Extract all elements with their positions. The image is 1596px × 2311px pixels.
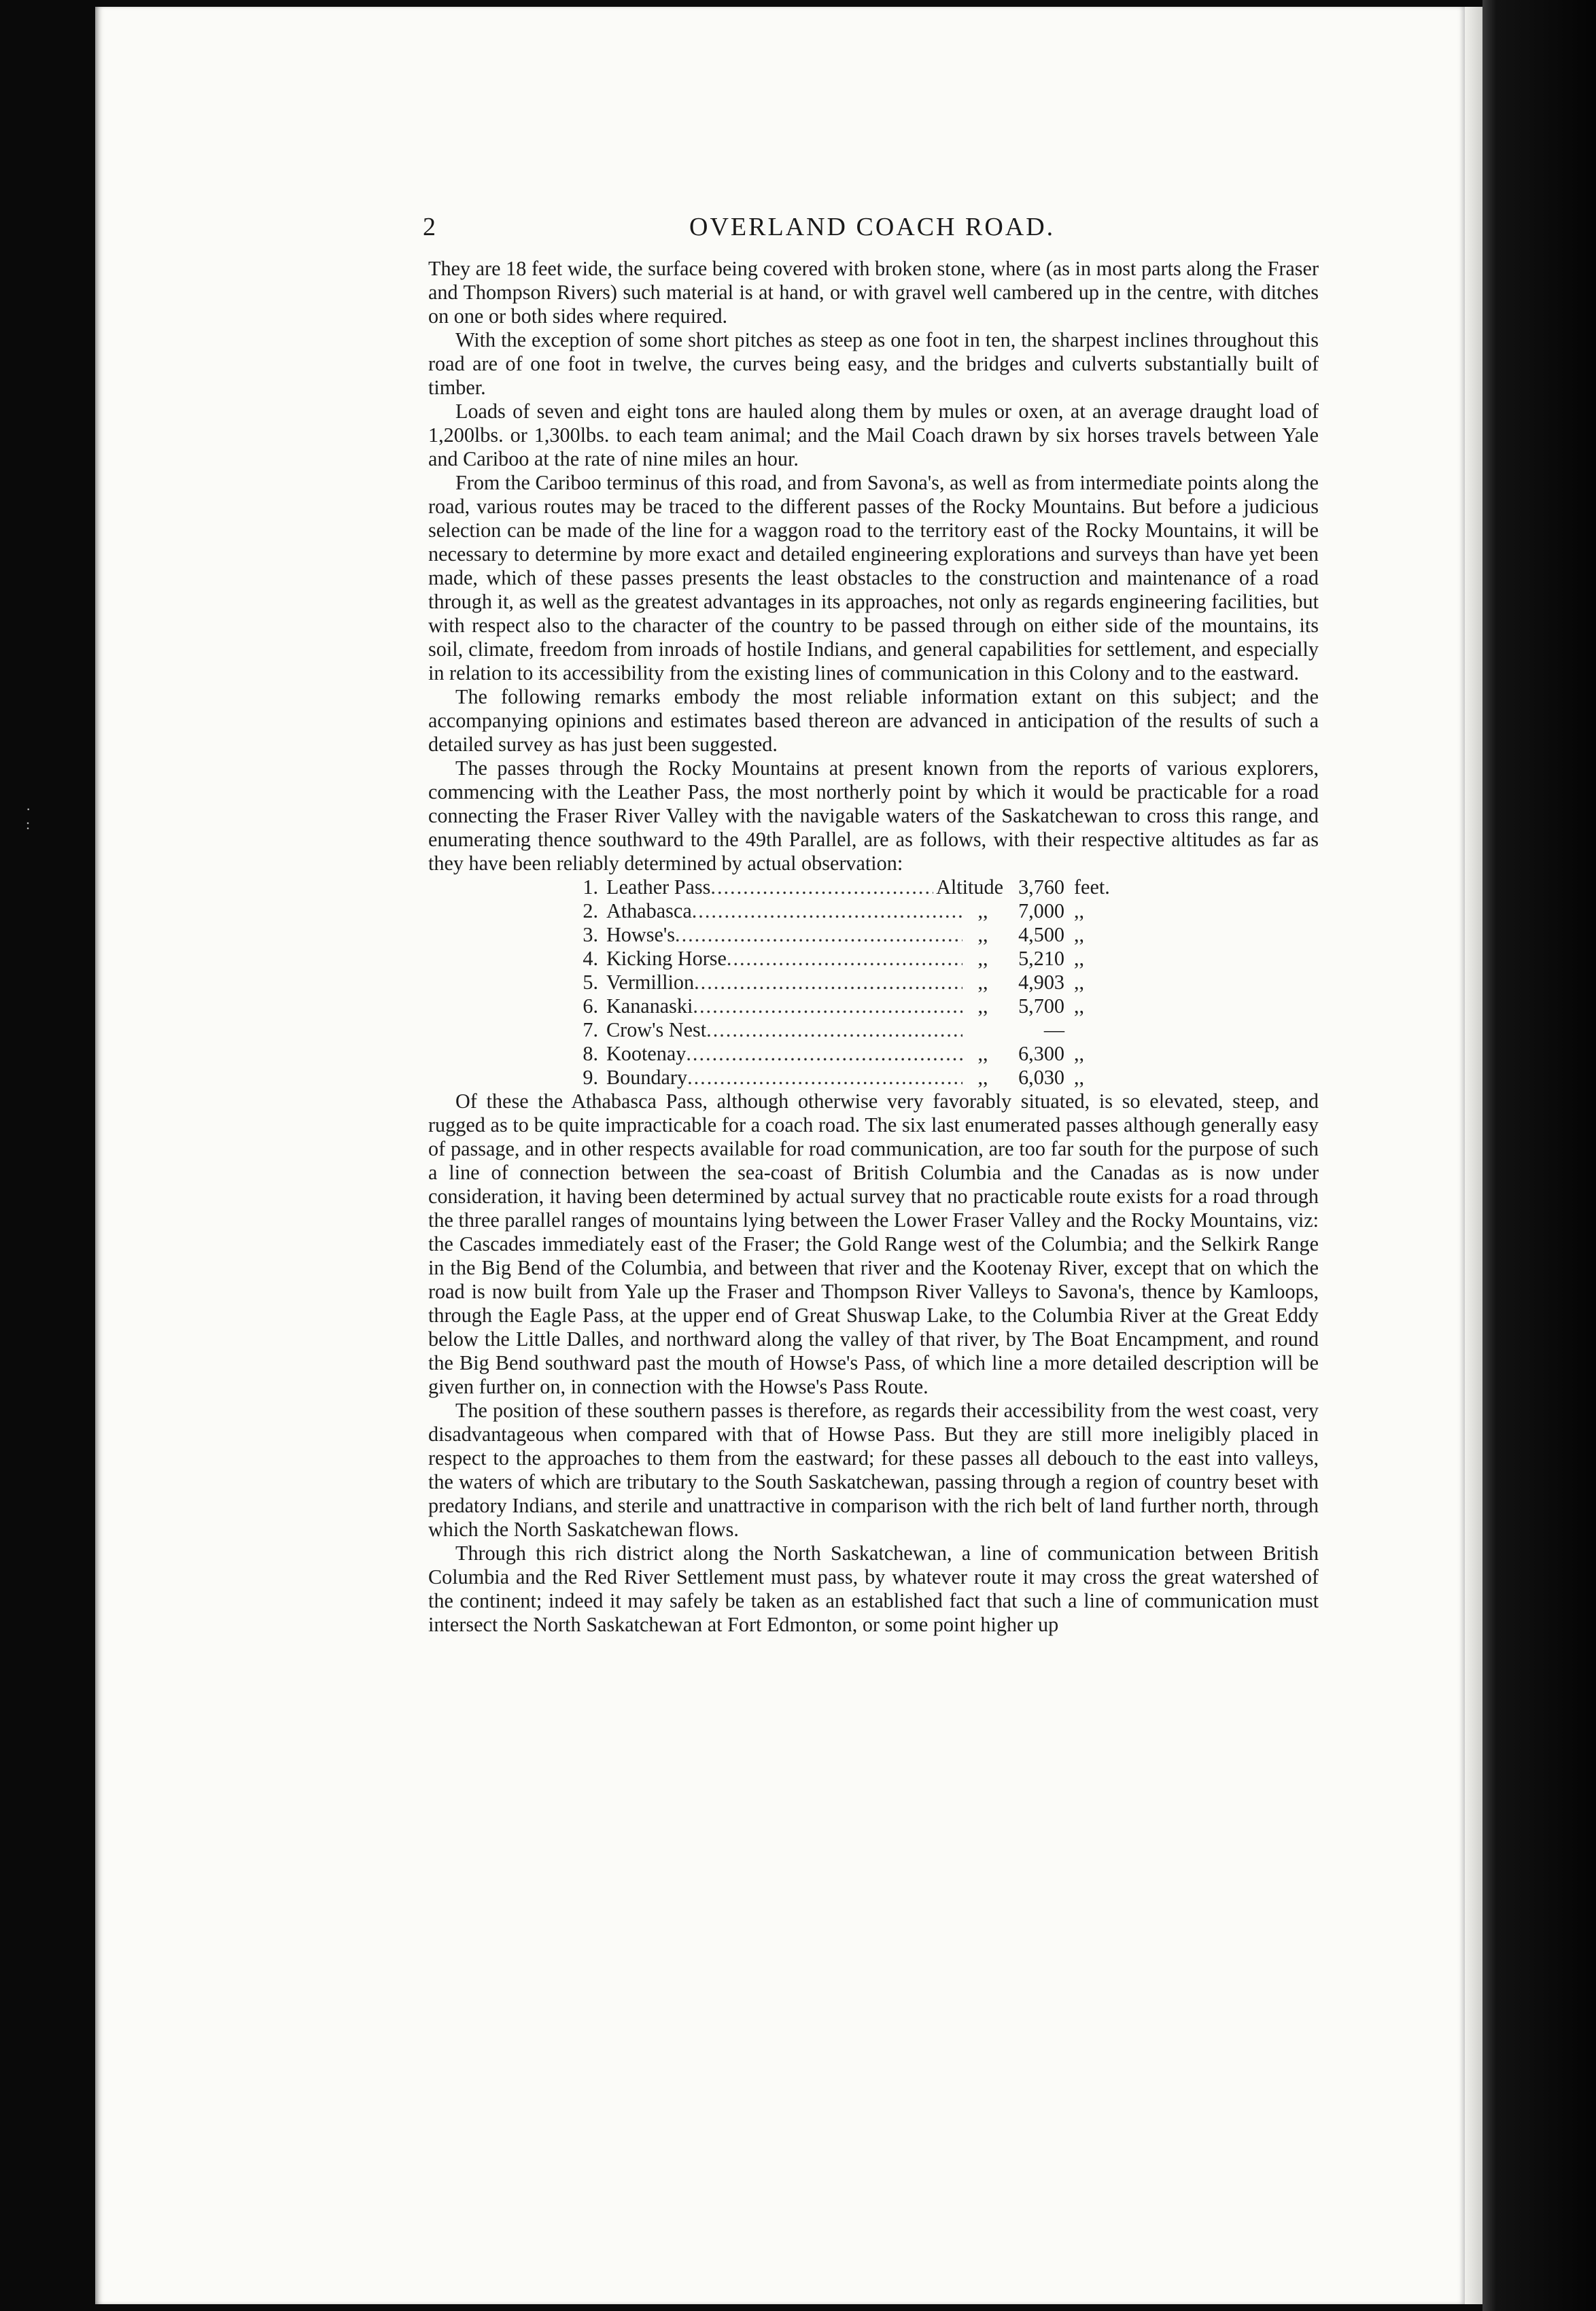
pass-altitude: 4,500 — [1018, 923, 1064, 946]
pass-altitude: 4,903 — [1018, 971, 1064, 994]
pass-unit: ,, — [1074, 1066, 1085, 1089]
leader-dots — [706, 1018, 962, 1042]
leader-dots — [727, 947, 962, 971]
pass-row — [571, 1066, 1128, 1090]
page-title: OVERLAND COACH ROAD. — [689, 213, 1056, 241]
pass-name: Kananaski — [606, 994, 693, 1018]
pass-row — [571, 923, 1128, 947]
pass-row — [571, 1018, 1128, 1042]
pass-name: Kootenay — [606, 1042, 687, 1065]
pass-row — [571, 947, 1128, 971]
pass-name: Vermillion — [606, 971, 695, 994]
pass-name: Howse's — [606, 923, 676, 946]
pass-altitude: 3,760 — [1018, 875, 1064, 899]
pass-number: 6. — [583, 994, 598, 1018]
pass-name: Athabasca — [606, 899, 692, 922]
pass-name: Kicking Horse — [606, 947, 727, 970]
pass-unit: feet. — [1074, 875, 1110, 899]
pass-altitude-label: Altitude — [936, 875, 1003, 899]
paragraph: The following remarks embody the most reliable information extant on this subject; and the accompanying opinions and estimates based thereon are advanced in anticipation of the results of such a detailed survey as has just been suggested. — [428, 685, 1319, 756]
ditto-mark: ,, — [977, 971, 988, 994]
pass-altitude: 7,000 — [1018, 899, 1064, 922]
pass-number: 9. — [583, 1066, 598, 1089]
paragraph: Through this rich district along the North Saskatchewan, a line of communication between British Columbia and the Red River Settlement must pass, by whatever route it may cross the great watershed of the continent; indeed it may safely be taken as an established fact that such a line of communication must intersect the North Saskatchewan at Fort Edmonton, or some point higher up — [428, 1542, 1319, 1636]
pass-unit: ,, — [1074, 994, 1085, 1018]
paragraph: From the Cariboo terminus of this road, and from Savona's, as well as from intermediate points along the road, various routes may be traced to the different passes of the Rocky Mountains. But before a judicious selection can be made of the line for a waggon road to the territory east of the Rocky Mountains, it will be necessary to determine by more exact and detailed engineering explorations and surveys than have yet been made, which of these passes presents the least obstacles to the construction and maintenance of a road through it, as well as the greatest advantages in its approaches, not only as regards engineering facilities, but with respect also to the character of the country to be passed through on either side of the mountains, its soil, climate, freedom from inroads of hostile Indians, and general capabilities for settlement, and especially in relation to its accessibility from the existing lines of communication in this Colony and to the eastward. — [428, 471, 1319, 684]
pass-altitude: 6,030 — [1018, 1066, 1064, 1089]
paragraph: Of these the Athabasca Pass, although otherwise very favorably situated, is so elevated, steep, and rugged as to be quite impracticable for a coach road. The six last enumerated passes although generally easy of passage, and in other respects available for road communication, are too far south for the purpose of such a line of connection between the sea-coast of British Columbia and the Canadas as is now under consideration, it having been determined by actual survey that no practicable route exists for a road through the three parallel ranges of mountains lying between the Lower Fraser Valley and the Rocky Mountains, viz: the Cascades immediately east of the Fraser; the Gold Range west of the Columbia; and the Selkirk Range in the Big Bend of the Columbia, and between that river and the Kootenay River, except that on which the road is now built from Yale up the Fraser and Thompson River Valleys to Savona's, thence by Kamloops, through the Eagle Pass, at the upper end of Great Shuswap Lake, to the Columbia River at the Great Eddy below the Little Dalles, and northward along the valley of that river, by The Boat Encampment, and round the Big Bend southward past the mouth of Howse's Pass, of which line a more detailed description will be given further on, in connection with the Howse's Pass Route. — [428, 1090, 1319, 1398]
pass-unit: ,, — [1074, 899, 1085, 922]
pass-number: 1. — [583, 875, 598, 899]
pass-number: 4. — [583, 947, 598, 970]
facing-page-shadow — [1482, 0, 1596, 2311]
ditto-mark: ,, — [977, 994, 988, 1018]
pass-altitude: — — [1043, 1018, 1064, 1041]
pass-number: 2. — [583, 899, 598, 922]
passes-list — [571, 875, 1128, 1090]
leader-dots — [687, 1066, 962, 1090]
page-number: 2 — [423, 213, 437, 241]
pass-row — [571, 899, 1128, 923]
leader-dots — [675, 923, 962, 947]
pass-altitude: 5,700 — [1018, 994, 1064, 1018]
pass-row — [571, 875, 1128, 899]
ditto-mark: ,, — [977, 1042, 988, 1065]
paragraph: With the exception of some short pitches as steep as one foot in ten, the sharpest inclines throughout this road are of one foot in twelve, the curves being easy, and the bridges and culverts substantially built of timber. — [428, 328, 1319, 399]
pass-unit: ,, — [1074, 971, 1085, 994]
leader-dots — [693, 994, 962, 1018]
pass-number: 7. — [583, 1018, 598, 1041]
pass-unit: ,, — [1074, 923, 1085, 946]
leader-dots — [710, 875, 933, 899]
page-gutter — [1465, 7, 1482, 2304]
leader-dots — [694, 971, 962, 994]
pass-unit: ,, — [1074, 1042, 1085, 1065]
pass-row — [571, 971, 1128, 994]
pass-row — [571, 994, 1128, 1018]
pass-number: 3. — [583, 923, 598, 946]
paragraph: Loads of seven and eight tons are hauled along them by mules or oxen, at an average draught load of 1,200lbs. or 1,300lbs. to each team animal; and the Mail Coach drawn by six horses travels between Yale and Cariboo at the rate of nine miles an hour. — [428, 400, 1319, 470]
pass-name: Boundary — [606, 1066, 688, 1089]
pass-altitude: 5,210 — [1018, 947, 1064, 970]
ditto-mark: ,, — [977, 899, 988, 922]
body-text — [428, 257, 1319, 1637]
margin-mark: · : — [26, 801, 31, 833]
paragraph: The passes through the Rocky Mountains at present known from the reports of various explorers, commencing with the Leather Pass, the most northerly point by which it would be practicable for a road connecting the Fraser River Valley with the navigable waters of the Saskatchewan to cross this range, and enumerating thence southward to the 49th Parallel, are as follows, with their respective altitudes as far as they have been reliably determined by actual observation: — [428, 757, 1319, 875]
pass-name: Crow's Nest — [606, 1018, 707, 1041]
running-head — [423, 212, 1320, 246]
paragraph: The position of these southern passes is therefore, as regards their accessibility from the west coast, very disadvantageous when compared with that of Howse Pass. But they are still more ineligibly placed in respect to the approaches to them from the eastward; for these passes all debouch to the east into valleys, the waters of which are tributary to the South Saskatchewan, passing through a region of country beset with predatory Indians, and sterile and unattractive in comparison with the rich belt of land further north, through which the North Saskatchewan flows. — [428, 1399, 1319, 1541]
pass-row — [571, 1042, 1128, 1066]
pass-unit: ,, — [1074, 947, 1085, 970]
ditto-mark: ,, — [977, 947, 988, 970]
ditto-mark: ,, — [977, 923, 988, 946]
pass-altitude: 6,300 — [1018, 1042, 1064, 1065]
pass-name: Leather Pass — [606, 875, 711, 899]
leader-dots — [686, 1042, 962, 1066]
leader-dots — [692, 899, 962, 923]
ditto-mark: ,, — [977, 1066, 988, 1089]
paragraph: They are 18 feet wide, the surface being covered with broken stone, where (as in most parts along the Fraser and Thompson Rivers) such material is at hand, or with gravel well cambered up in the centre, with ditches on one or both sides where required. — [428, 257, 1319, 328]
pass-number: 5. — [583, 971, 598, 994]
pass-number: 8. — [583, 1042, 598, 1065]
